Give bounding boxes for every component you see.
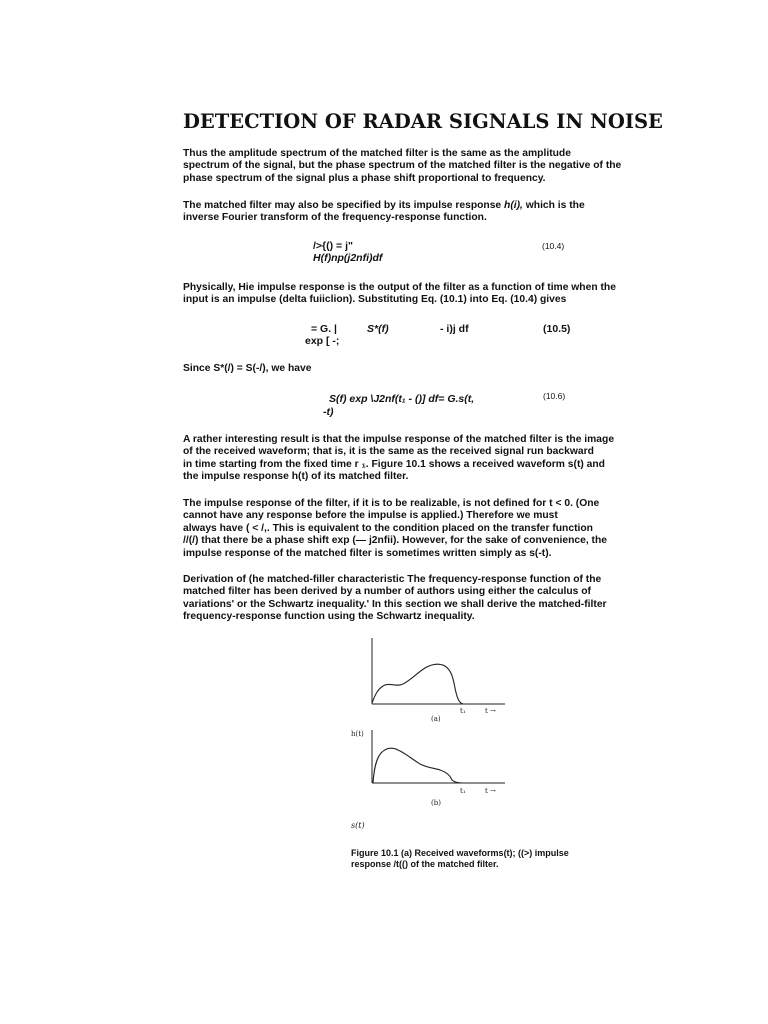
- impulse-response-curve: [373, 748, 463, 783]
- paragraph-impulse-response: The matched filter may also be specified by its impulse response h(i), which is the inverse Fourier transform of the frequency-response function.: [183, 200, 585, 224]
- equation-10-6-part-b: -t): [323, 406, 334, 418]
- page-title: DETECTION OF RADAR SIGNALS IN NOISE: [183, 110, 663, 133]
- equation-number-10-6: (10.6): [543, 391, 566, 401]
- paragraph-realizable: The impulse response of the filter, if it is to be realizable, is not defined for t < 0. (One cannot have any response before the impulse is applied.) Therefore we must always have ( < /,. This is equivalent to the condition placed on the transfer function //(/) that there be a phase shift exp (— j2nfii). However, for the sake of convenience, the impulse response of the matched filter is sometimes written simply as s(-t).: [183, 498, 607, 559]
- s-of-t-label: s(t): [351, 821, 365, 830]
- equation-10-5-part-c: - i)j df: [440, 323, 469, 335]
- equation-10-5-part-a: = G. |: [311, 323, 337, 335]
- paragraph-physically: Physically, Hie impulse response is the output of the filter as a function of time when the input is an impulse (delta fuiiclion). Substituting Eq. (10.1) into Eq. (10.4) gives: [183, 282, 616, 306]
- paragraph-interesting-result: A rather interesting result is that the impulse response of the matched filter is the image of the received waveform; that is, it is the same as the received signal run backward in time starting from the fixed time r ₁. Figure 10.1 shows a received waveform s(t) and the impulse response h(t) of its matched filter.: [183, 434, 615, 483]
- paragraph-since: Since S*(/) = S(-/), we have: [183, 363, 312, 374]
- equation-10-5-part-b: S*(f): [367, 323, 389, 335]
- figure-caption: Figure 10.1 (a) Received waveforms(t); ((>) impulse response /t(() of the matched filter.: [351, 848, 569, 869]
- paragraph-amplitude-spectrum: Thus the amplitude spectrum of the matched filter is the same as the amplitude spectrum of the signal, but the phase spectrum of the matched filter is the negative of the phase spectrum of the signal plus a phase shift proportional to frequency.: [183, 148, 622, 184]
- equation-10-4: />{() = j" H(f)np(j2nfi)df: [313, 240, 383, 265]
- panel-b-label: (b): [431, 799, 441, 807]
- panel-b-t-axis-label: t →: [485, 787, 496, 795]
- equation-number-10-5: (10.5): [543, 323, 571, 335]
- equation-number-10-4: (10.4): [542, 241, 565, 251]
- equation-10-6-part-a: S(f) exp \J2nf(t₁ - ()] df= G.s(t,: [329, 393, 475, 405]
- received-waveform-curve: [372, 664, 463, 704]
- panel-a-t1-label: t₁: [460, 707, 466, 715]
- paragraph-derivation: Derivation of (he matched-filler characteristic The frequency-response function of the matched filter has been derived by a number of authors using either the calculus of variations' or the Schwartz inequality.' In this section we shall derive the matched-filter frequency-response function using the Schwartz inequality.: [183, 574, 607, 623]
- panel-a-t-axis-label: t →: [485, 707, 496, 715]
- h-of-t-label: h(t): [351, 730, 364, 738]
- equation-10-5-part-d: exp [ -;: [305, 335, 340, 347]
- panel-a-label: (a): [431, 715, 441, 723]
- figure-panel-b: [351, 730, 505, 830]
- panel-b-t1-label: t₁: [460, 787, 466, 795]
- figure-10-1: [345, 633, 515, 833]
- figure-panel-a: [372, 638, 505, 723]
